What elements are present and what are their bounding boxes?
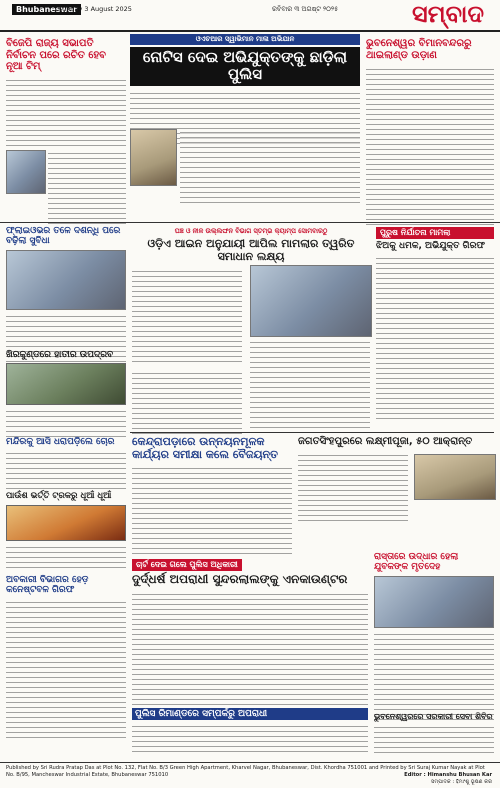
story-body bbox=[132, 465, 292, 555]
story-11 bbox=[132, 436, 292, 555]
headline: ଜଗତସିଂହପୁରରେ ଲକ୍ଷ୍ମୀପୂଜା, ୫୦ ଆକ୍ରାନ୍ତ bbox=[298, 436, 473, 447]
section-divider bbox=[0, 222, 500, 223]
story-photo bbox=[374, 576, 494, 628]
story-body bbox=[376, 255, 494, 420]
story-body bbox=[6, 599, 126, 739]
headline: ଫ୍ଲାଇଓଭର ତଳେ ଦଶନ୍ଧି ପରେ ବଢ଼ିଲା ସୁବିଧା bbox=[6, 226, 121, 247]
story-body bbox=[132, 268, 242, 366]
story-body bbox=[374, 631, 494, 721]
publication-date: Sunday 3 August 2025 bbox=[58, 5, 132, 13]
story-body bbox=[374, 724, 494, 754]
story-13 bbox=[6, 575, 126, 739]
headline: ଭୁବନେଶ୍ୱରରେ ସରକାରୀ ସେବା ଶିବିର bbox=[374, 712, 493, 721]
story-6 bbox=[376, 227, 494, 420]
story-body bbox=[250, 339, 370, 429]
headline: ଓଡ଼ିଏ ଆଇନ ଅନୁଯାୟୀ ଆପିଲ ମାମଲାର ତ୍ୱରିତ ସମାଧାନ ଲକ୍ଷ୍ୟ bbox=[147, 237, 355, 263]
newspaper-logo: ସମ୍ବାଦ bbox=[412, 0, 484, 28]
story-16 bbox=[132, 708, 368, 753]
story-4 bbox=[6, 226, 126, 363]
story-7 bbox=[6, 350, 126, 438]
headline: ରାସ୍ତାରେ ଉଦ୍ଧାର ହେଲା ଯୁବକଙ୍କ ମୃତଦେହ bbox=[374, 552, 459, 573]
imprint-footer bbox=[0, 762, 500, 788]
local-date: ରବିବାର ୩ ଅଗଷ୍ଟ ୨୦୨୫ bbox=[272, 5, 339, 13]
headline: ପୁଲିସ ରିମାଣ୍ଡରେ ସମ୍ପର୍କରୁ ଅପରାଧୀ bbox=[132, 708, 368, 720]
story-body bbox=[132, 723, 368, 753]
headline: ଭୁବନେଶ୍ୱର ବିମାନବନ୍ଦରରୁ ଥାଇଲାଣ୍ଡ ଉଡ଼ାଣ bbox=[366, 38, 472, 61]
section-divider bbox=[130, 432, 494, 433]
headline: କେନ୍ଦ୍ରାପଡ଼ାରେ ଉନ୍ନୟନମୂଳକ କାର୍ଯ୍ୟର ସମୀକ୍ଷା କଲେ ବୈଜୟନ୍ତ bbox=[132, 435, 278, 461]
kicker: ଘଞ୍ଚ ଓ ନୀଳ ଉଲ୍ଲଙ୍ଘନ ବିଭାଗ ସ୍ତମ୍ଭ କ୍ୟାମ୍ପ ସୋମବାରଠୁ bbox=[174, 227, 328, 235]
headline: ଅବକାରୀ ବିଭାଗର ହେଡ଼ କନେଷ୍ଟବଳ ଗିରଫ bbox=[6, 575, 89, 596]
edition-label: Bhubaneswar bbox=[12, 4, 81, 15]
imprint-line: Published by Sri Rudra Pratap Das at Plot No. 132, Flat No. B/3 Green High Apartment, Kharvel Nagar, Bhubaneswar, Dist. Khordha 751001 and Printed by Sri Suraj Kumar Nayak at Plot No. B/95, Mancheswar Industrial Estate, Bhubaneswar 751010 bbox=[6, 765, 485, 778]
headline: ମନ୍ଦିରକୁ ଆସି ଧରାପଡ଼ିଲେ ଚୋର bbox=[6, 437, 115, 447]
story-3 bbox=[366, 38, 494, 226]
story-photo bbox=[6, 250, 126, 310]
story-14 bbox=[132, 552, 368, 721]
story-body bbox=[132, 370, 242, 438]
fire-photo bbox=[6, 505, 126, 541]
story-body bbox=[6, 77, 126, 147]
story-photo bbox=[130, 129, 177, 186]
story-5 bbox=[132, 227, 370, 438]
kicker: ପୁରୁଷ ନିର୍ଯାତନା ମାମଲା bbox=[376, 227, 494, 239]
headline: ନୋଟିସ ଦେଇ ଅଭିଯୁକ୍ତଙ୍କୁ ଛାଡ଼ିଲା ପୁଲିସ bbox=[130, 47, 360, 86]
story-body bbox=[6, 450, 126, 490]
headline: ବିଜେପି ରାଜ୍ୟ ସଭାପତି ନିର୍ବାଚନ ପରେ ରଚିତ ହେବ ନୂଆ ଟିମ୍ bbox=[6, 38, 106, 72]
kicker: ଓଏଚଆର ସ୍ୱାଭିମାନ ମାଳା ଅଭିଯାନ bbox=[130, 34, 360, 45]
meeting-photo bbox=[250, 265, 372, 337]
story-body bbox=[132, 591, 368, 721]
story-1 bbox=[6, 38, 126, 147]
story-12 bbox=[298, 436, 494, 524]
headline: ଦୁର୍ଦ୍ଧର୍ଷ ଅପରାଧୀ ସୁନ୍ଦରଲାଲଙ୍କୁ ଏନକାଉଣ୍ଟର bbox=[132, 572, 348, 586]
story-10 bbox=[374, 712, 494, 754]
story-body bbox=[6, 544, 126, 570]
headline: ପାଉଁଶ ଭର୍ତ୍ତି ଟ୍ରକରୁ ଧୂଆଁ ଧୂଆଁ bbox=[6, 491, 112, 501]
story-2 bbox=[130, 34, 360, 145]
story-photo bbox=[6, 150, 46, 194]
story-body bbox=[366, 66, 494, 226]
story-9 bbox=[6, 492, 126, 570]
story-body bbox=[180, 129, 360, 204]
story-photo bbox=[414, 454, 496, 500]
story-15 bbox=[374, 552, 494, 721]
kicker: ଚାର୍ଟ ଦେଇ ଗଲେ ପୁଲିସ ଅଧିକାରୀ bbox=[132, 559, 242, 571]
story-8 bbox=[6, 437, 126, 490]
story-body bbox=[6, 408, 126, 438]
elephant-photo bbox=[6, 363, 126, 405]
headline: ଝିଅକୁ ଧମକ, ଅଭିଯୁକ୍ତ ଗିରଫ bbox=[376, 241, 486, 251]
editor-line-local: ସମ୍ପାଦକ : ହିମାଂଶୁ ଭୂଷଣ କର bbox=[431, 779, 492, 785]
editor-line: Editor : Himanshu Bhusan Kar bbox=[404, 772, 492, 778]
story-body bbox=[298, 452, 408, 524]
headline: ଖିରକୁଣ୍ଡରେ ହାତୀର ଉପଦ୍ରବ bbox=[6, 350, 114, 360]
story-body bbox=[48, 150, 126, 226]
